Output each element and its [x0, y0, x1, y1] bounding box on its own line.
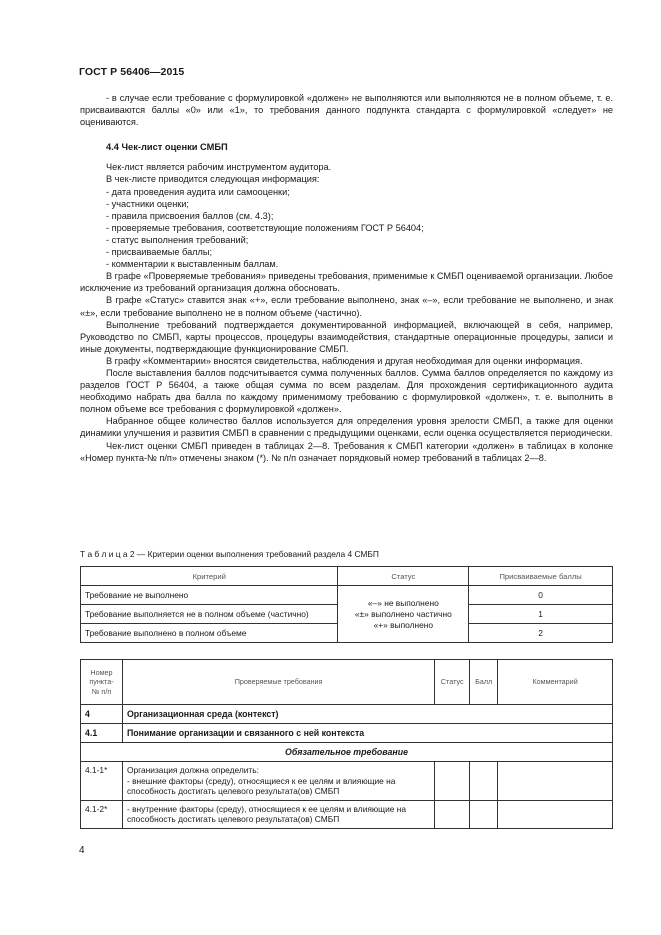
requirement-text: - внутренние факторы (среду), относящиеся к ее целям и влияющие на способность достигать целевого результата(ов) СМБП: [122, 800, 434, 828]
points-cell: 2: [469, 624, 613, 643]
table-row: [81, 762, 613, 801]
criterion-cell: Требование не выполнено: [81, 586, 338, 605]
paragraph: После выставления баллов подсчитывается сумма полученных баллов. Сумма баллов определяется по каждому из разделов ГОСТ Р 56404, а также общая сумма по всем разделам. Для прохождения сертификационного аудита необходимо набрать два балла по каждому применимому требованию с формулировкой «должен», т. е. выполнить в полном объеме все требования с формулировкой «должен».: [80, 367, 613, 415]
column-header-score: Балл: [470, 660, 498, 705]
score-cell: [470, 800, 498, 828]
criterion-cell: Требование выполняется не в полном объеме (частично): [81, 605, 338, 624]
column-header-points: Присваиваемые баллы: [469, 567, 613, 586]
status-legend-line: «–» не выполнено: [367, 597, 439, 608]
table-row: [81, 800, 613, 828]
subsection-title-cell: Понимание организации и связанного с ней контекста: [122, 724, 612, 743]
comment-cell: [498, 762, 613, 801]
header-line: Номер: [90, 667, 113, 677]
column-header-number: [81, 660, 123, 705]
section-number: 4: [81, 705, 123, 724]
status-legend-cell: [338, 586, 469, 643]
obligatory-row: [81, 743, 613, 762]
checklist-table: [80, 659, 613, 829]
points-cell: 0: [469, 586, 613, 605]
criteria-table: [80, 566, 613, 643]
column-header-status: Статус: [338, 567, 469, 586]
item-number: 4.1-2*: [81, 800, 123, 828]
header-line: пункта-: [89, 677, 114, 687]
paragraph: В чек-листе приводится следующая информация:: [106, 174, 320, 185]
points-cell: 1: [469, 605, 613, 624]
list-item: - присваиваемые баллы;: [106, 247, 213, 258]
paragraph: В графу «Комментарии» вносятся свидетельства, наблюдения и другая необходимая для оценки информация.: [106, 355, 583, 366]
column-header-comments: Комментарий: [498, 660, 613, 705]
status-cell: [435, 762, 470, 801]
column-header-requirements: Проверяемые требования: [122, 660, 434, 705]
obligatory-label: Обязательное требование: [81, 743, 613, 762]
paragraph: Чек-лист является рабочим инструментом аудитора.: [106, 162, 332, 173]
section-title-cell: Организационная среда (контекст): [122, 705, 612, 724]
list-item: - правила присвоения баллов (см. 4.3);: [106, 210, 274, 221]
paragraph: Выполнение требований подтверждается документированной информацией, включающей в себя, например, Руководство по СМБП, карты процессов, процедуры взаимодействия, стандартные операционные процедуры, записи и иные документы, подтверждающие функционирование СМБП.: [80, 319, 613, 354]
list-item: - комментарии к выставленным баллам.: [106, 259, 279, 270]
subsection-row: [81, 724, 613, 743]
column-header-criterion: Критерий: [81, 567, 338, 586]
list-item: - проверяемые требования, соответствующие положениям ГОСТ Р 56404;: [106, 222, 424, 233]
header-line: № п/п: [91, 686, 112, 696]
intro-paragraph: - в случае если требование с формулировкой «должен» не выполняются или выполняются не в полном объеме, т. е. присваиваются баллы «0» или «1», то требования данного подпункта стандарта с формулировкой «следует» не оцениваются.: [80, 93, 613, 128]
page-number: 4: [79, 845, 85, 856]
table-row: [81, 586, 613, 605]
item-number: 4.1-1*: [81, 762, 123, 801]
list-item: - участники оценки;: [106, 198, 189, 209]
comment-cell: [498, 800, 613, 828]
paragraph: Чек-лист оценки СМБП приведен в таблицах 2—8. Требования к СМБП категории «должен» в таблицах в колонке «Номер пункта-№ п/п» отмечены знаком (*). № п/п означает порядковый номер требований в таблицах 2—8.: [80, 440, 613, 463]
document-header: ГОСТ Р 56406—2015: [79, 66, 185, 78]
paragraph: В графе «Проверяемые требования» приведены требования, применимые к СМБП оцениваемой организации. Любое исключение из требований организация должна обосновать.: [80, 271, 613, 294]
status-legend-line: «±» выполнено частично: [354, 608, 452, 619]
requirement-text: Организация должна определить: - внешние факторы (среду), относящиеся к ее целям и влияющие на способность достигать целевого результата(ов) СМБП: [122, 762, 434, 801]
section-row: [81, 705, 613, 724]
column-header-status: Статус: [435, 660, 470, 705]
status-cell: [435, 800, 470, 828]
paragraph: В графе «Статус» ставится знак «+», если требование выполнено, знак «–», если требование не выполнено, и знак «±», если требование выполнено не в полном объеме (частично).: [80, 295, 613, 318]
list-item: - статус выполнения требований;: [106, 234, 249, 245]
criterion-cell: Требование выполнено в полном объеме: [81, 624, 338, 643]
subsection-number: 4.1: [81, 724, 123, 743]
section-title: 4.4 Чек-лист оценки СМБП: [106, 142, 228, 153]
document-body: [80, 92, 613, 464]
table-caption: Т а б л и ц а 2 — Критерии оценки выполнения требований раздела 4 СМБП: [80, 549, 379, 559]
list-item: - дата проведения аудита или самооценки;: [106, 186, 290, 197]
paragraph: Набранное общее количество баллов используется для определения уровня зрелости СМБП, а также для оценки динамики улучшения и развития СМБП в сравнении с предыдущими оценками, если оценка осуществляется периодически.: [80, 416, 613, 439]
status-legend-line: «+» выполнено: [373, 619, 434, 630]
score-cell: [470, 762, 498, 801]
